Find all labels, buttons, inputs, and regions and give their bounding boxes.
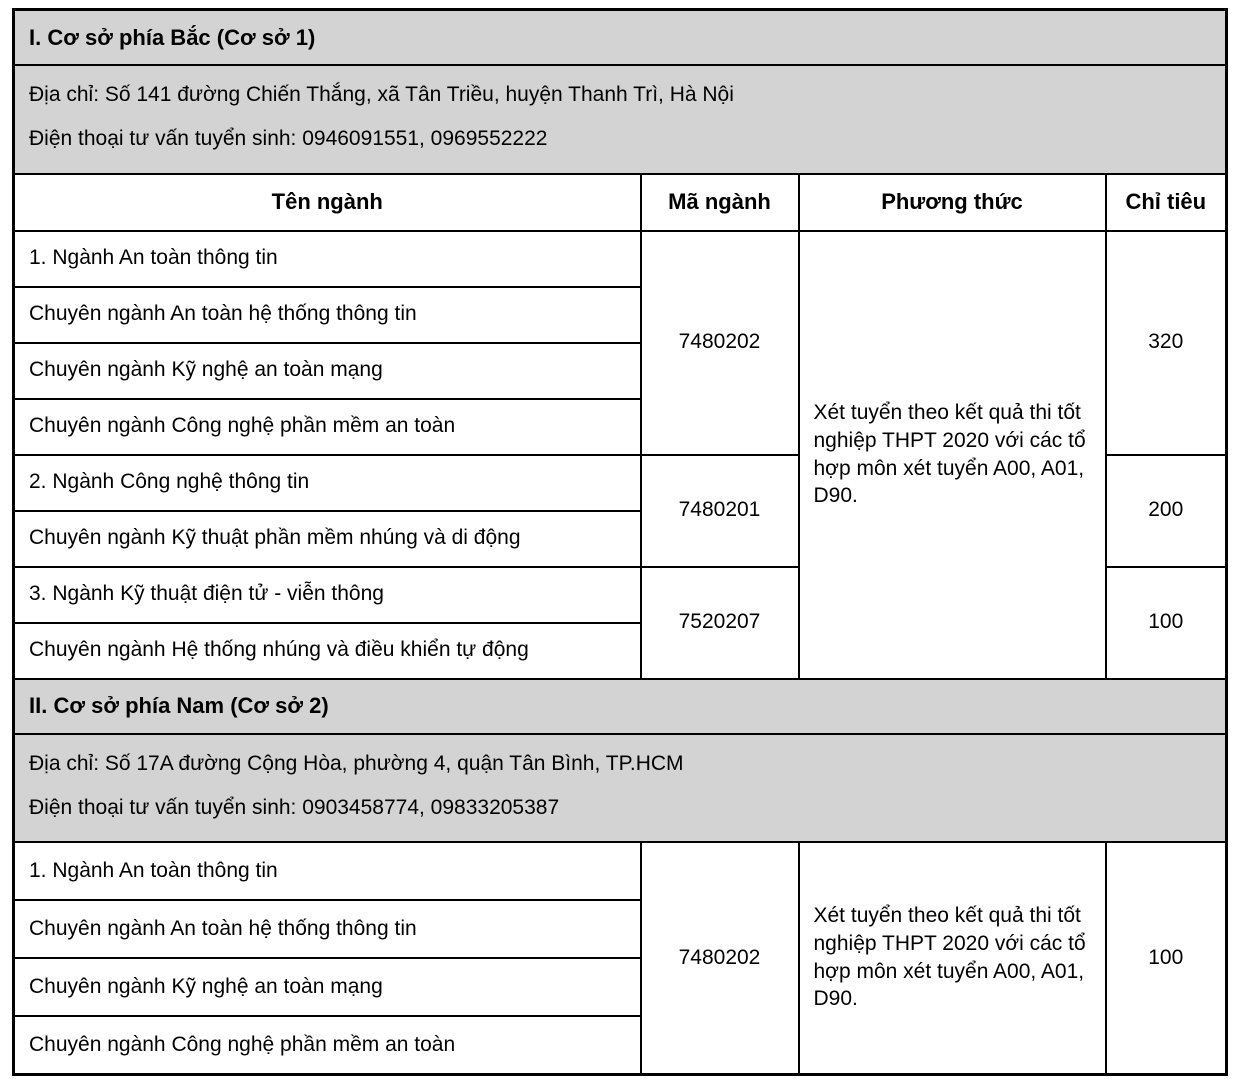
method-cell: Xét tuyển theo kết quả thi tốt nghiệp THPT 2020 với các tổ hợp môn xét tuyển A00, A01, D90.: [799, 231, 1106, 679]
column-header-major-code: Mã ngành: [641, 174, 799, 231]
section-1-address: Địa chỉ: Số 141 đường Chiến Thắng, xã Tân Triều, huyện Thanh Trì, Hà Nội: [29, 83, 734, 106]
major-cell: Chuyên ngành Kỹ thuật phần mềm nhúng và di động: [14, 511, 641, 567]
method-cell: Xét tuyển theo kết quả thi tốt nghiệp THPT 2020 với các tổ hợp môn xét tuyển A00, A01, D90.: [799, 842, 1106, 1074]
section-2-title-row: [14, 679, 1227, 734]
quota-cell: 320: [1106, 231, 1227, 455]
section-2-title: II. Cơ sở phía Nam (Cơ sở 2): [14, 679, 1227, 734]
major-cell: Chuyên ngành An toàn hệ thống thông tin: [14, 287, 641, 343]
major-cell: Chuyên ngành Kỹ nghệ an toàn mạng: [14, 343, 641, 399]
quota-cell: 100: [1106, 567, 1227, 679]
quota-cell: 100: [1106, 842, 1227, 1074]
section-1-title-row: [14, 10, 1227, 66]
table-row: [14, 842, 1227, 900]
major-cell: 2. Ngành Công nghệ thông tin: [14, 455, 641, 511]
section-2-phone: Điện thoại tư vấn tuyển sinh: 0903458774, 09833205387: [29, 795, 560, 819]
column-header-quota: Chỉ tiêu: [1106, 174, 1227, 231]
code-cell: 7520207: [641, 567, 799, 679]
admissions-table: [12, 8, 1228, 1076]
section-1-contact-row: [14, 65, 1227, 174]
code-cell: 7480201: [641, 455, 799, 567]
major-cell: Chuyên ngành Công nghệ phần mềm an toàn: [14, 399, 641, 455]
section-2-address: Địa chỉ: Số 17A đường Cộng Hòa, phường 4, quận Tân Bình, TP.HCM: [29, 751, 684, 775]
column-header-method: Phương thức: [799, 174, 1106, 231]
section-1-phone: Điện thoại tư vấn tuyển sinh: 0946091551, 0969552222: [29, 127, 548, 151]
section-1-title: I. Cơ sở phía Bắc (Cơ sở 1): [14, 10, 1227, 66]
major-cell: 1. Ngành An toàn thông tin: [14, 231, 641, 287]
major-cell: Chuyên ngành Công nghệ phần mềm an toàn: [14, 1016, 641, 1074]
section-2-contact-row: [14, 734, 1227, 843]
column-header-major-name: Tên ngành: [14, 174, 641, 231]
major-cell: Chuyên ngành An toàn hệ thống thông tin: [14, 900, 641, 958]
code-cell: 7480202: [641, 231, 799, 455]
table-row: [14, 231, 1227, 287]
major-cell: Chuyên ngành Hệ thống nhúng và điều khiển tự động: [14, 623, 641, 679]
column-header-row: [14, 174, 1227, 231]
major-cell: Chuyên ngành Kỹ nghệ an toàn mạng: [14, 958, 641, 1016]
section-1-contact-cell: [14, 65, 1227, 174]
quota-cell: 200: [1106, 455, 1227, 567]
major-cell: 3. Ngành Kỹ thuật điện tử - viễn thông: [14, 567, 641, 623]
major-cell: 1. Ngành An toàn thông tin: [14, 842, 641, 900]
section-2-contact-cell: [14, 734, 1227, 843]
code-cell: 7480202: [641, 842, 799, 1074]
